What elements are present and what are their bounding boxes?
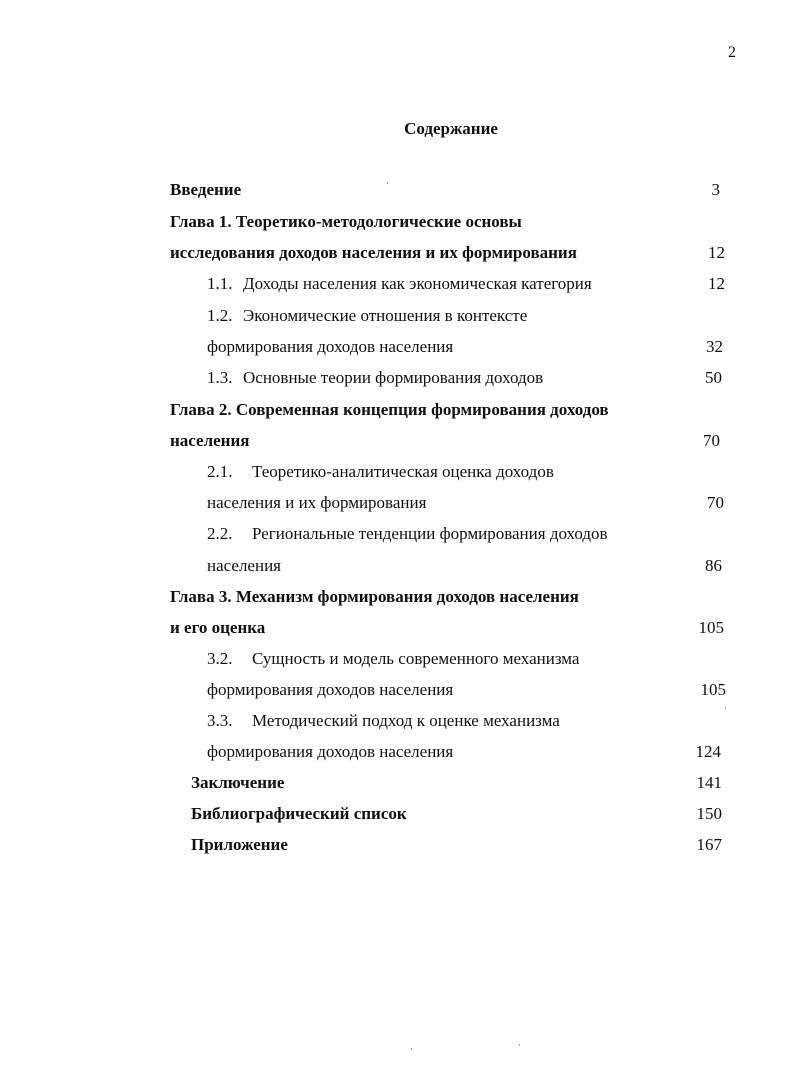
toc-page-2-1: 70: [707, 493, 724, 512]
toc-page-bibliography: 150: [696, 804, 722, 823]
scan-speck: ·: [518, 1040, 521, 1050]
toc-num-1-1: 1.1.: [207, 274, 233, 293]
toc-entry-3-3-line2: формирования доходов населения: [207, 742, 454, 761]
toc-entry-1-1: Доходы населения как экономическая категория: [243, 274, 592, 293]
toc-entry-3-2-line2: формирования доходов населения: [207, 680, 454, 699]
toc-entry-bibliography: Библиографический список: [191, 804, 407, 823]
toc-page-3-3: 124: [695, 742, 721, 761]
toc-entry-2-2-line2: населения: [207, 556, 281, 575]
toc-entry-3-2-line1: Сущность и модель современного механизма: [252, 649, 580, 668]
toc-entry-intro: Введение: [170, 180, 242, 199]
toc-entry-2-1-line2: населения и их формирования: [207, 493, 427, 512]
toc-num-2-1: 2.1.: [207, 462, 233, 481]
toc-page-intro: 3: [711, 180, 720, 199]
toc-entry-2-1-line1: Теоретико-аналитическая оценка доходов: [252, 462, 554, 481]
toc-num-1-3: 1.3.: [207, 368, 233, 387]
toc-num-3-3: 3.3.: [207, 711, 233, 730]
toc-page-appendix: 167: [696, 835, 722, 854]
toc-page-ch3: 105: [698, 618, 724, 637]
toc-page-1-2: 32: [706, 337, 723, 356]
scan-speck: ·: [724, 703, 727, 713]
toc-entry-ch3-line2: и его оценка: [170, 618, 266, 637]
toc-page-3-2: 105: [700, 680, 726, 699]
toc-page-conclusion: 141: [696, 773, 722, 792]
toc-entry-3-3-line1: Методический подход к оценке механизма: [252, 711, 560, 730]
toc-title: Содержание: [404, 119, 498, 138]
toc-entry-ch1-line2: исследования доходов населения и их формирования: [170, 243, 577, 262]
toc-entry-1-2-line1: Экономические отношения в контексте: [243, 306, 528, 325]
toc-entry-ch2-line2: населения: [170, 431, 250, 450]
toc-page-1-3: 50: [705, 368, 722, 387]
toc-num-1-2: 1.2.: [207, 306, 233, 325]
toc-entry-ch2-line1: Глава 2. Современная концепция формирования доходов: [170, 400, 609, 419]
toc-entry-1-3: Основные теории формирования доходов: [243, 368, 544, 387]
scan-speck: ·: [386, 178, 389, 188]
toc-entry-ch1-line1: Глава 1. Теоретико-методологические основы: [170, 212, 522, 231]
toc-page-ch1: 12: [708, 243, 725, 262]
toc-entry-1-2-line2: формирования доходов населения: [207, 337, 454, 356]
scan-speck: ·: [410, 1044, 413, 1054]
toc-entry-appendix: Приложение: [191, 835, 288, 854]
toc-page-1-1: 12: [708, 274, 725, 293]
toc-entry-conclusion: Заключение: [191, 773, 285, 792]
toc-page-ch2: 70: [703, 431, 720, 450]
toc-entry-2-2-line1: Региональные тенденции формирования доходов: [252, 524, 608, 543]
toc-num-2-2: 2.2.: [207, 524, 233, 543]
toc-num-3-2: 3.2.: [207, 649, 233, 668]
toc-page-2-2: 86: [705, 556, 722, 575]
toc-entry-ch3-line1: Глава 3. Механизм формирования доходов населения: [170, 587, 579, 606]
page-number: 2: [728, 44, 736, 61]
